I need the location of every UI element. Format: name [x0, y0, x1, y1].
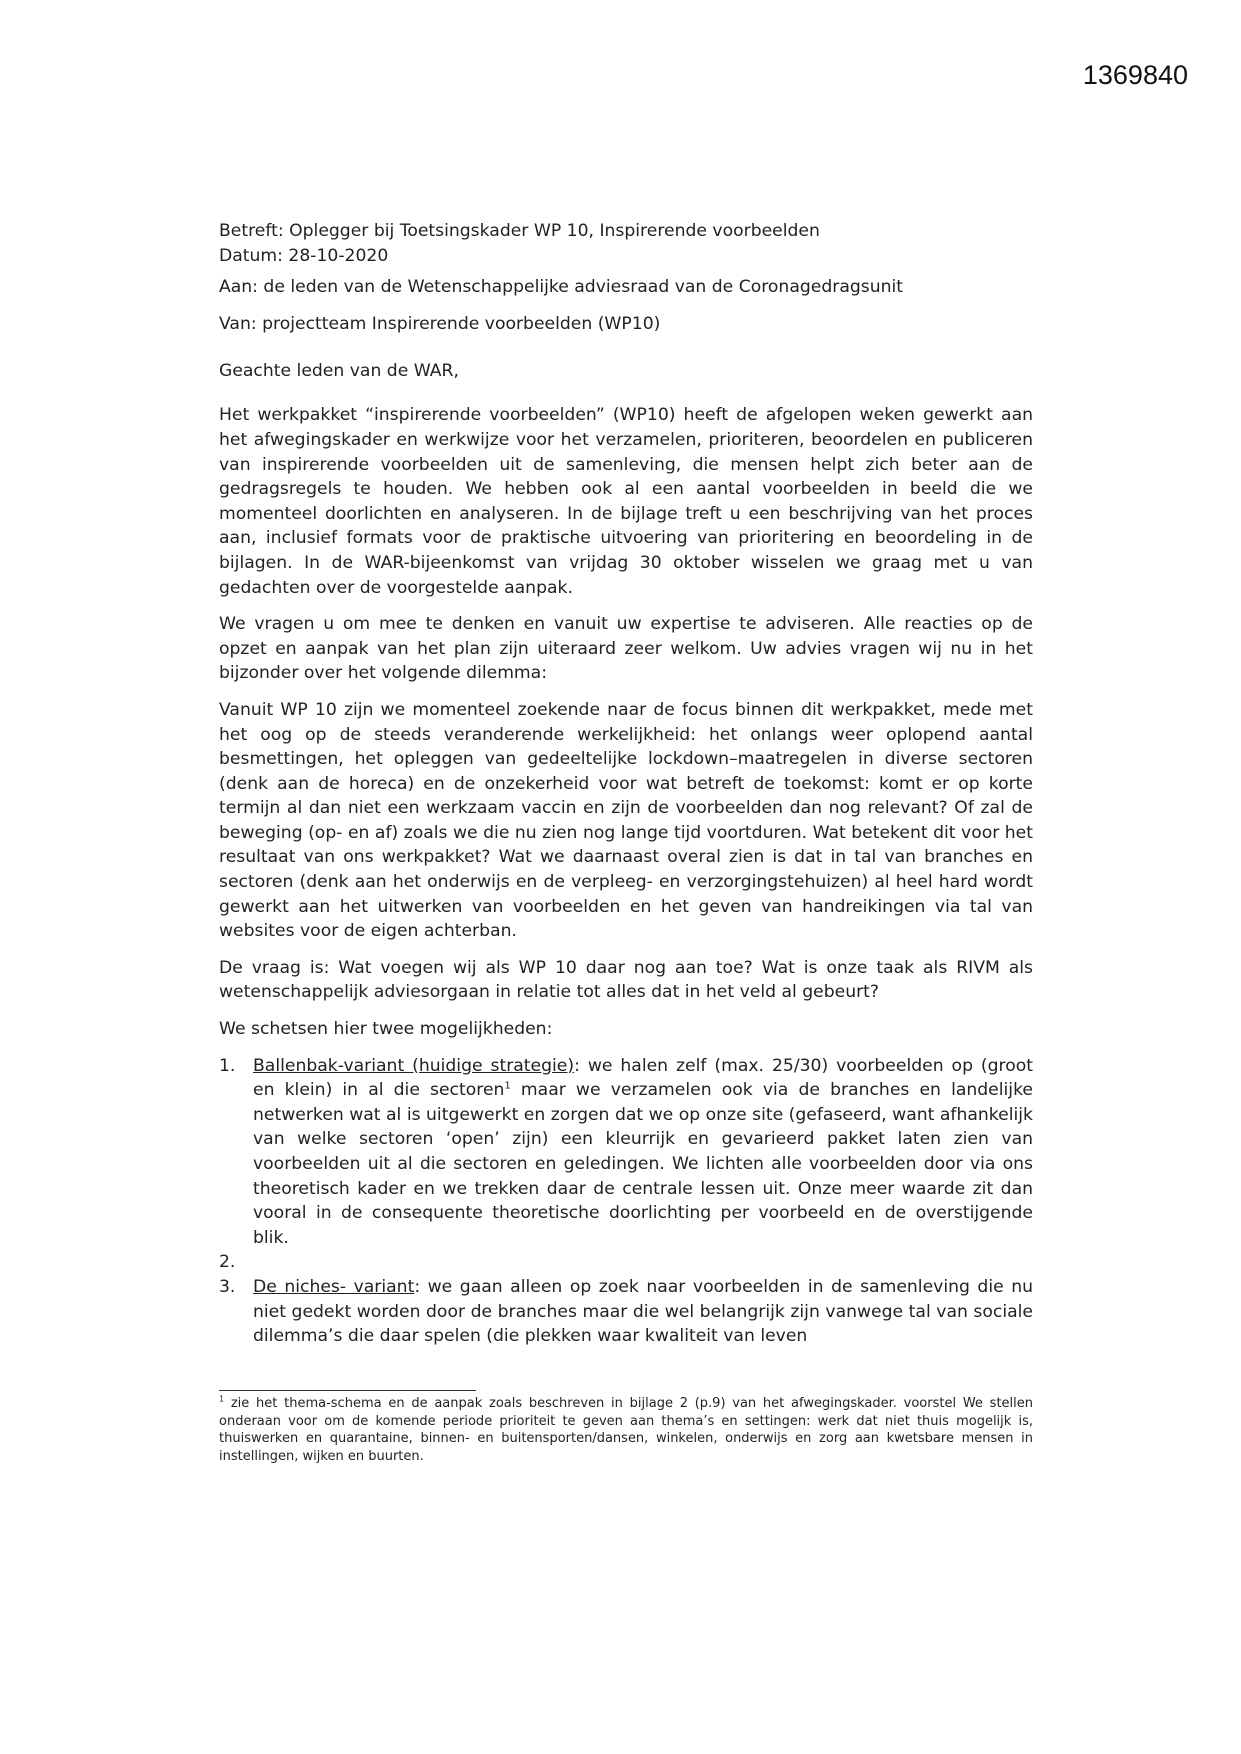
greeting: Geachte leden van de WAR, [219, 360, 459, 381]
paragraph-dilemma: Vanuit WP 10 zijn we momenteel zoekende naar de focus binnen dit werkpakket, mede met het oog op de steeds veranderende werkelijkheid: het onlangs weer oplopend aantal besmettingen, het opleggen van gedeeltelijke lockdown–maatregelen in diverse sectoren (denk aan de horeca) en de onzekerheid voor wat betreft de toekomst: komt er op korte termijn al dan niet een werkzaam vaccin en zijn de voorbeelden dan nog relevant? Of zal de beweging (op- en af) zoals we die nu zien nog lange tijd voortduren. Wat betekent dit voor het resultaat van ons werkpakket? Wat we daarnaast overal zien is dat in tal van branches en sectoren (denk aan het onderwijs en de verpleeg- en verzorgingstehuizen) al heel hard wordt gewerkt aan het uitwerken van voorbeelden en het geven van handreikingen via tal van websites voor de eigen achterban. [219, 699, 1033, 942]
list-item-number: 3. [219, 1276, 236, 1297]
footnote-divider [219, 1390, 476, 1391]
list-item-text: : we halen zelf (max. 25/30) voorbeelden op (groot en klein) in al die sectoren [253, 1055, 1033, 1101]
paragraph-request: We vragen u om mee te denken en vanuit uw expertise te adviseren. Alle reacties op de opzet en aanpak van het plan zijn uiteraard zeer welkom. Uw advies vragen wij nu in het bijzonder over het volgende dilemma: [219, 614, 1033, 684]
footnote-reference: 1 [504, 1080, 511, 1092]
recipient-line: Aan: de leden van de Wetenschappelijke adviesraad van de Coronagedragsunit [219, 276, 904, 297]
list-item-text: : we gaan alleen op zoek naar voorbeelden in de samenleving die nu niet gedekt worden door de branches maar die wel belangrijk zijn vanwege tal van sociale dilemma’s die daar spelen (die plekken waar kwaliteit van leven [253, 1276, 1033, 1347]
footnote [219, 1395, 1033, 1465]
document-number: 1369840 [1082, 60, 1188, 90]
sender-line: Van: projectteam Inspirerende voorbeelden (WP10) [219, 314, 661, 335]
list-item [219, 1054, 1034, 1251]
paragraph-question: De vraag is: Wat voegen wij als WP 10 daar nog aan toe? Wat is onze taak als RIVM als wetenschappelijk adviesorgaan in relatie tot alles dat in het veld al gebeurt? [219, 957, 1033, 1003]
subject-line: Betreft: Oplegger bij Toetsingskader WP 10, Inspirerende voorbeelden [219, 221, 820, 241]
list-item-title: Ballenbak-variant (huidige strategie) [253, 1055, 575, 1076]
paragraph-options: We schetsen hier twee mogelijkheden: [219, 1019, 553, 1040]
list-item [219, 1250, 1033, 1275]
options-list [219, 1054, 1033, 1349]
list-item-title: De niches- variant [253, 1276, 415, 1297]
list-item-number: 2. [219, 1252, 236, 1273]
list-item-text-continued: maar we verzamelen ook via de branches en landelijke netwerken wat al is uitgewerkt en zorgen dat we op onze site (gefaseerd, want afhankelijk van welke sectoren ‘open’ zijn) een kleurrijk en gevarieerd pakket laten zien van voorbeelden uit al die sectoren en geledingen. We lichten alle voorbeelden door via ons theoretisch kader en we trekken daar de centrale lessen uit. Onze meer waarde zit dan vooral in de consequente theoretische doorlichting per voorbeeld en de overstijgende blik. [253, 1080, 1034, 1248]
list-item [219, 1275, 1033, 1349]
footnote-text: zie het thema-schema en de aanpak zoals beschreven in bijlage 2 (p.9) van het afwegingskader. voorstel We stellen onderaan voor om de komende periode prioriteit te geven aan thema’s en settingen: werk dat niet thuis mogelijk is, thuiswerken en quarantaine, binnen- en buitensporten/dansen, winkelen, onderwijs en zorg aan kwetsbare mensen in instellingen, wijken en buurten. [219, 1396, 1033, 1464]
list-item-number: 1. [219, 1055, 236, 1076]
footnote-number: 1 [219, 1394, 225, 1404]
letter-body [219, 219, 1033, 1349]
date-line: Datum: 28-10-2020 [219, 245, 389, 262]
paragraph-intro: Het werkpakket “inspirerende voorbeelden” (WP10) heeft de afgelopen weken gewerkt aan het afwegingskader en werkwijze voor het verzamelen, prioriteren, beoordelen en publiceren van inspirerende voorbeelden uit de samenleving, die mensen helpt zich beter aan de gedragsregels te houden. We hebben ook al een aantal voorbeelden in beeld die we momenteel doorlichten en analyseren. In de bijlage treft u een beschrijving van het proces aan, inclusief formats voor de praktische uitvoering van prioritering en beoordeling in de bijlagen. In de WAR-bijeenkomst van vrijdag 30 oktober wisselen we graag met u van gedachten over de voorgestelde aanpak. [219, 405, 1033, 598]
